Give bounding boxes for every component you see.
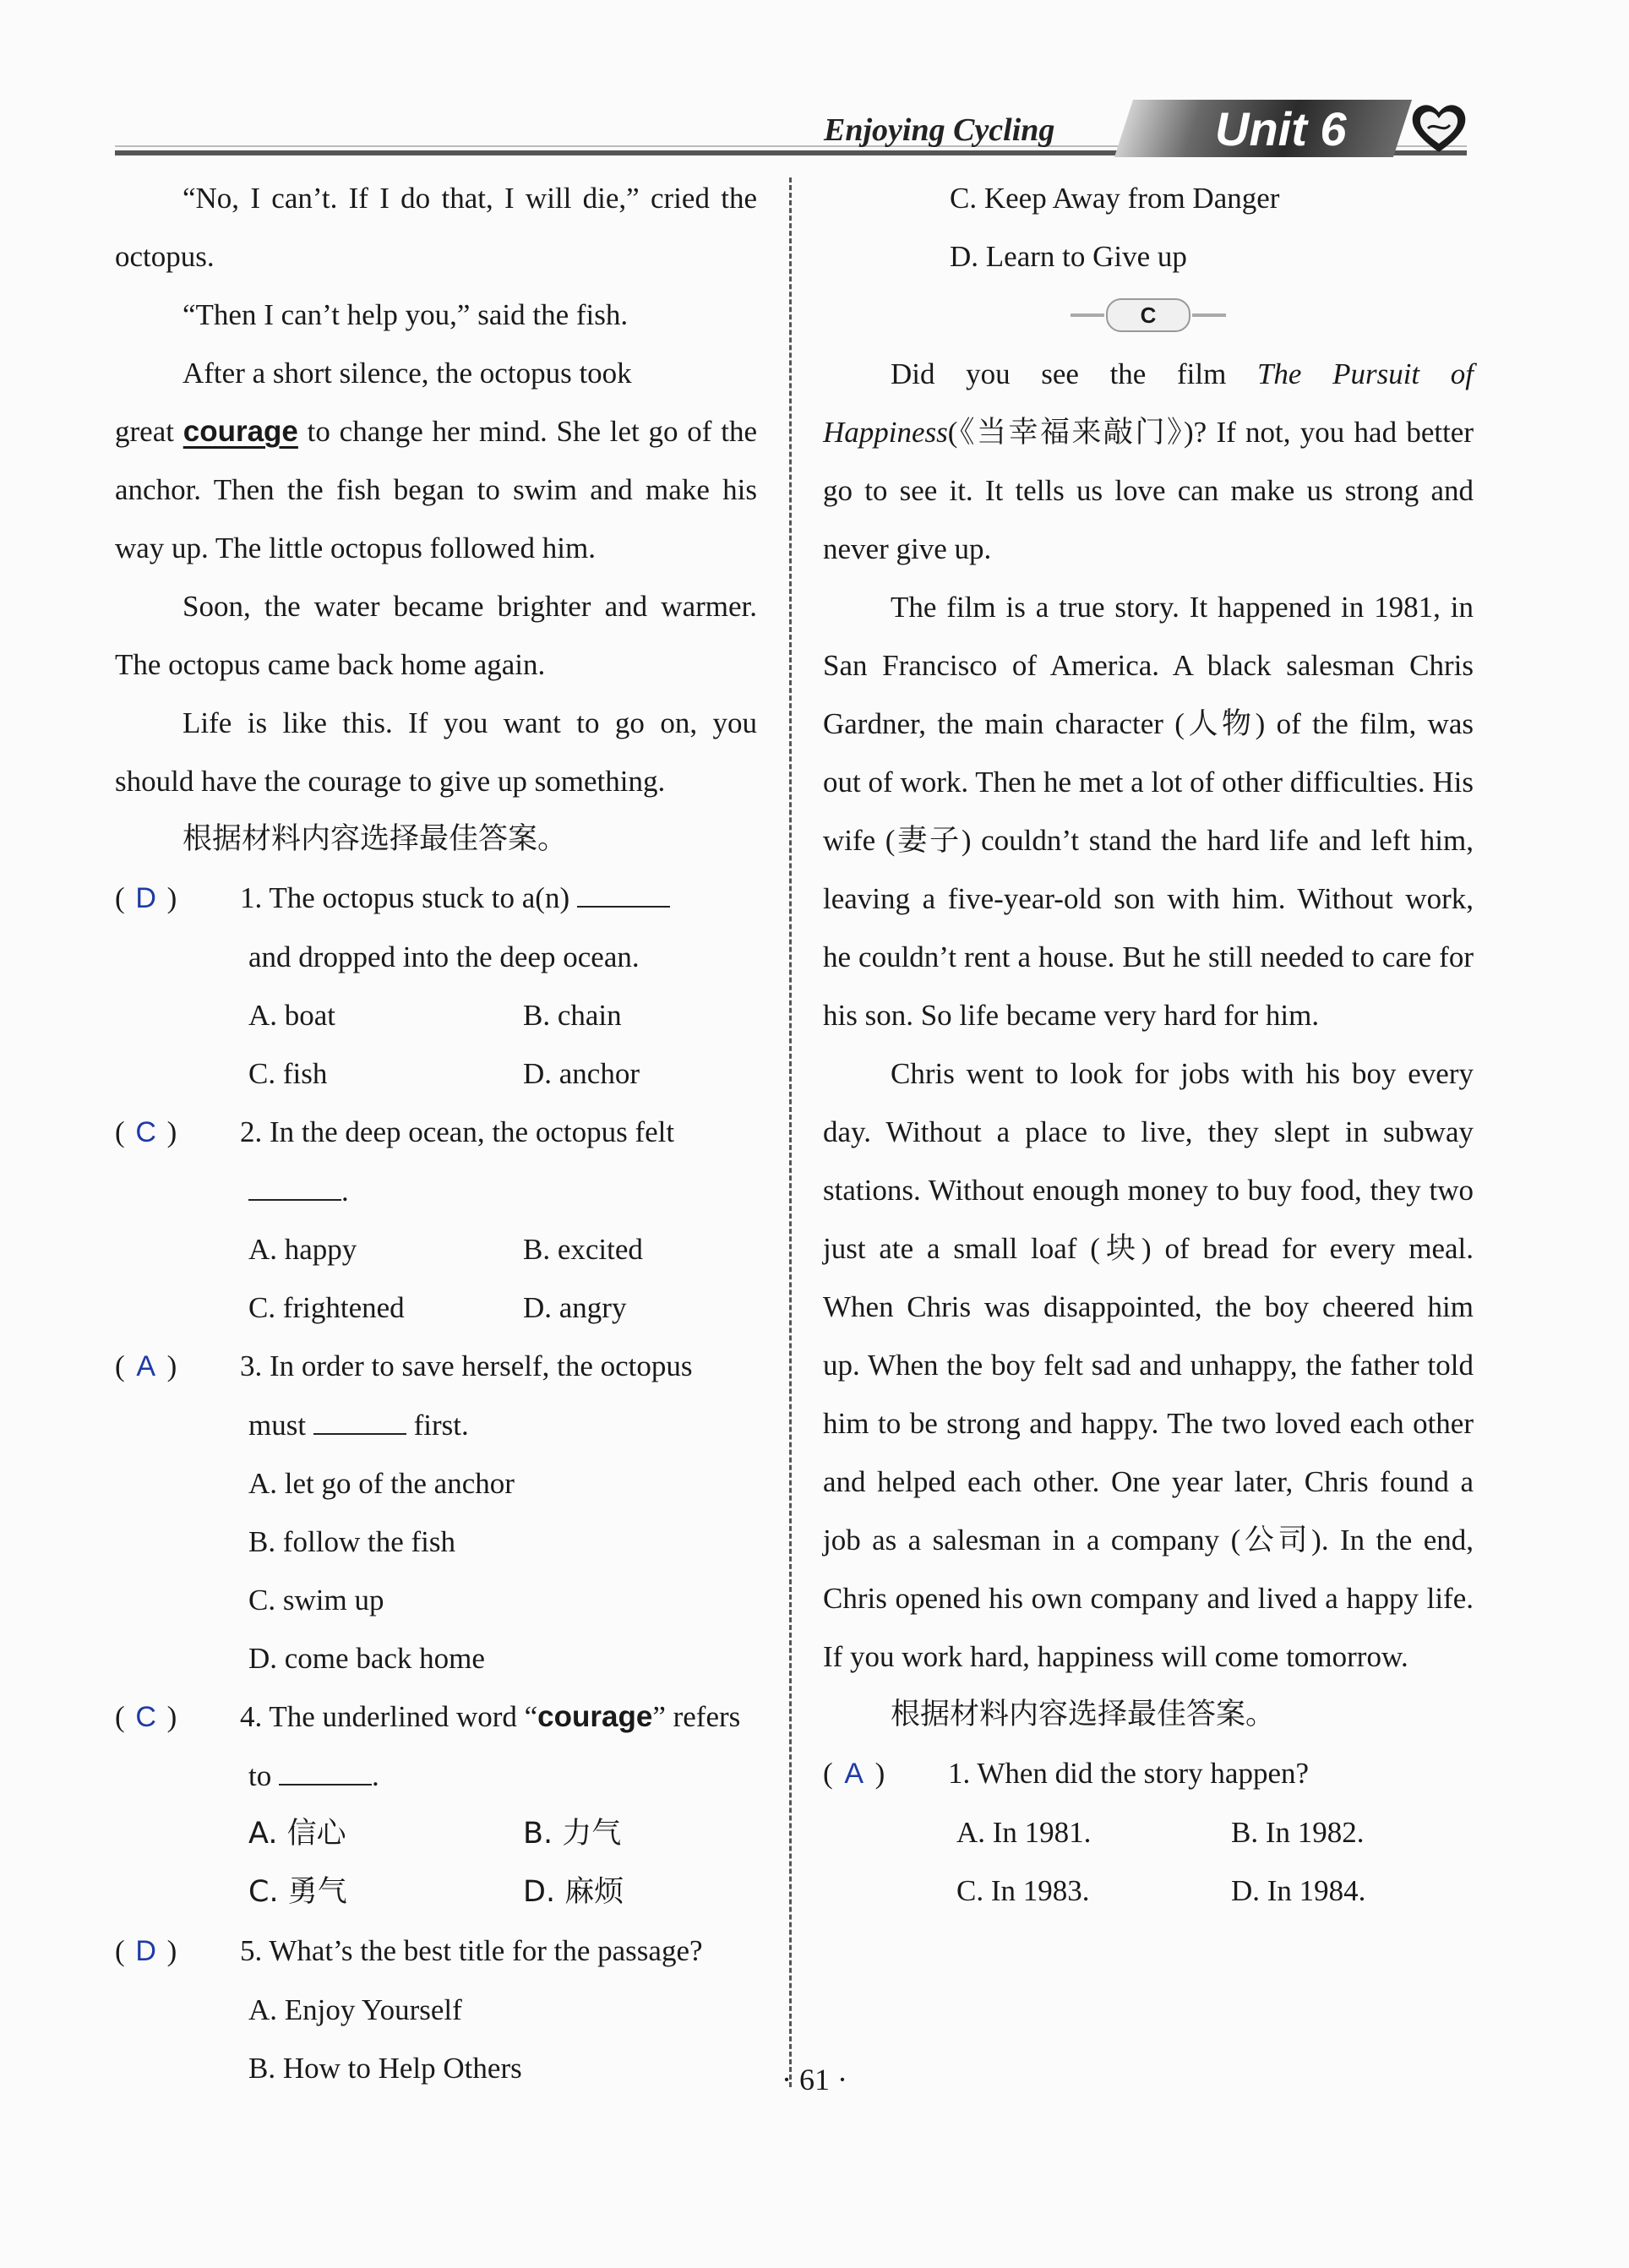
answer-mark: C <box>135 1701 156 1733</box>
option: D. 麻烦 <box>523 1875 624 1909</box>
question-1: ( D ) 1. The octopus stuck to a(n) <box>115 869 757 928</box>
answer-mark: D <box>135 882 156 914</box>
paragraph: Life is like this. If you want to go on, you should have the courage to give up something. <box>115 706 757 798</box>
option: D. In 1984. <box>1231 1874 1366 1907</box>
option: B. In 1982. <box>1231 1816 1365 1849</box>
answer-mark: A <box>844 1758 864 1790</box>
paragraph: The film is a true story. It happened in 1981, in San Francisco of America. A black salesman Chris Gardner, the main character (人物) of the film, was out of work. Then he met a lot of other difficulties. His wife (妻子) couldn’t stand the hard life and left him, leaving a five-year-old son with him. Without work, he couldn’t rent a house. But he still needed to care for his son. So life became very hard for him. <box>823 591 1474 1032</box>
option: D. Learn to Give up <box>950 240 1187 273</box>
answer-blank <box>279 1758 372 1786</box>
section-c-heading <box>823 286 1474 345</box>
option: D. come back home <box>248 1642 485 1675</box>
paragraph <box>115 402 757 577</box>
unit-label: Unit 6 <box>1215 102 1347 155</box>
question-text: 2. In the deep ocean, the octopus felt <box>240 1115 675 1148</box>
question-text: 1. When did the story happen? <box>948 1757 1310 1790</box>
option: B. chain <box>523 999 622 1032</box>
instruction: 根据材料内容选择最佳答案。 <box>891 1698 1276 1731</box>
option: B. excited <box>523 1233 643 1266</box>
option: C. Keep Away from Danger <box>950 182 1280 215</box>
answer-blank <box>577 880 670 908</box>
option: A. Enjoy Yourself <box>248 1993 462 2026</box>
option: A. happy <box>248 1233 357 1266</box>
paragraph: Chris went to look for jobs with his boy every day. Without a place to live, they slept in subway stations. Without enough money to buy food, they two just ate a small loaf (块) of bread for every meal. When Chris was disappointed, the boy cheered him up. When the boy felt sad and unhappy, the father told him to be strong and happy. The two loved each other and helped each other. One year later, Chris found a job as a salesman in a company (公司). In the end, Chris opened his own company and lived a happy life. If you work hard, happiness will come tomorrow. <box>823 1057 1474 1673</box>
option: B. follow the fish <box>248 1525 455 1558</box>
options <box>248 1220 757 1337</box>
page-number: · 61 · <box>782 2063 847 2096</box>
question-5: ( D ) 5. What’s the best title for the passage? <box>115 1922 757 1981</box>
answer-mark: A <box>136 1350 155 1382</box>
option: C. 勇气 <box>248 1875 347 1909</box>
question-text: 1. The octopus stuck to a(n) <box>240 881 570 914</box>
film-title: The Pursuit of Happiness <box>823 357 1474 449</box>
answer-mark: D <box>135 1935 156 1967</box>
question-text: 4. The underlined word “courage” refers <box>240 1700 741 1733</box>
options <box>956 1803 1474 1920</box>
text: great <box>115 415 174 448</box>
option: A. boat <box>248 999 336 1032</box>
option: C. swim up <box>248 1584 384 1616</box>
question-2: ( C ) 2. In the deep ocean, the octopus felt <box>115 1103 757 1162</box>
right-column <box>823 169 1474 1920</box>
option: A. let go of the anchor <box>248 1467 515 1500</box>
question-text: and dropped into the deep ocean. <box>248 940 640 973</box>
left-column: “No, I can’t. If I do that, I will die,” cried the octopus. “Then I can’t help you,” said the fish. After a short silence, the octopus took great courage to change her mind. She let go of the anchor. Then the fish began to swim and make his way up. The little octopus followed him. Soon, the water became brighter and warmer. The octopus came back home again. Life is like this. If you want to go on, you should have the courage to give up something. 根据材料内容选择最佳答案。 ( D ) 1. The octopus stuck to a(n) and dropped into the deep ocean. A. boat B. chain C. fish D. anchor ( C ) 2. In the deep ocean, the octopus felt . A. happy B. excited C. frightened D. angry ( A ) 3. In order to save herself, the octopus must first. A. let go of the anchor B. follow the fish C. swim up D. come back home ( C ) 4. The underlined word “courage” refers to . A. 信心 B. 力气 C. 勇气 D. 麻烦 ( D ) 5. What’s the best title for the passage? A. Enjoy Yourself B. How to Help Others <box>115 169 757 2097</box>
section-badge: C <box>1106 298 1190 332</box>
option: C. fish <box>248 1057 328 1090</box>
option: B. 力气 <box>523 1817 622 1851</box>
paragraph: “No, I can’t. If I do that, I will die,” cried the octopus. <box>115 182 757 273</box>
answer-blank <box>313 1408 406 1435</box>
header-title: Enjoying Cycling <box>824 112 1055 148</box>
question-text: 3. In order to save herself, the octopus <box>240 1349 693 1382</box>
option: A. In 1981. <box>956 1816 1092 1849</box>
option: C. frightened <box>248 1291 405 1324</box>
question-3: ( A ) 3. In order to save herself, the octopus <box>115 1337 757 1396</box>
question-4: ( C ) 4. The underlined word “courage” refers <box>115 1687 757 1747</box>
underlined-word: courage <box>183 415 298 448</box>
question-1: ( A ) 1. When did the story happen? <box>823 1744 1474 1803</box>
paragraph: After a short silence, the octopus took <box>183 357 632 390</box>
question-text: 5. What’s the best title for the passage? <box>240 1934 703 1967</box>
heart-logo-icon <box>1409 100 1468 157</box>
option: A. 信心 <box>248 1817 346 1851</box>
column-divider <box>789 177 792 2087</box>
options <box>248 1805 757 1922</box>
answer-mark: C <box>135 1116 156 1148</box>
instruction: 根据材料内容选择最佳答案。 <box>183 822 568 856</box>
option: D. anchor <box>523 1057 640 1090</box>
options <box>248 986 757 1103</box>
paragraph: “Then I can’t help you,” said the fish. <box>183 298 629 331</box>
option: C. In 1983. <box>956 1874 1090 1907</box>
option: D. angry <box>523 1291 627 1324</box>
answer-blank <box>248 1174 341 1201</box>
option: B. How to Help Others <box>248 2052 522 2085</box>
paragraph: Did you see the film The Pursuit of Happiness(《当幸福来敲门》)? If not, you had better go to see it. It tells us love can make us strong and never give up. <box>823 357 1474 565</box>
paragraph: Soon, the water became brighter and warmer. The octopus came back home again. <box>115 590 757 681</box>
text: to change her mind. She let go of the anchor. Then the fish began to swim and make his way up. The little octopus followed him. <box>115 415 757 564</box>
